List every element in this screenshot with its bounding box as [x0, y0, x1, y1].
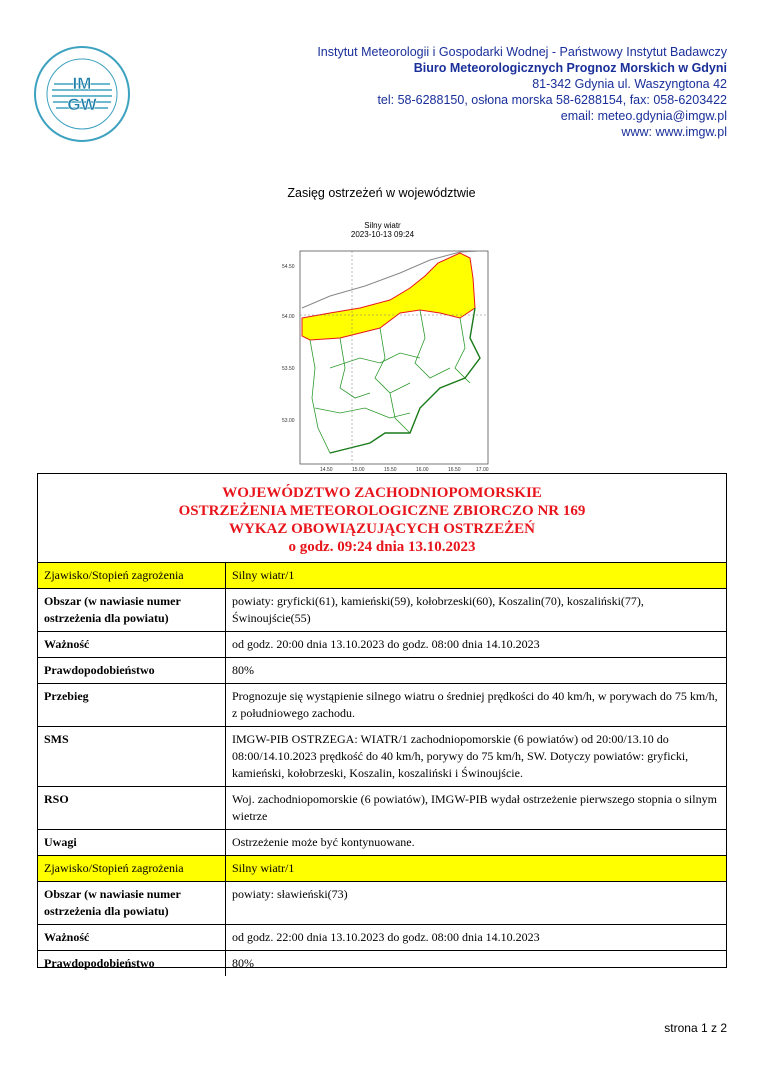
row-label: RSO	[38, 787, 226, 830]
row-label: Zjawisko/Stopień zagrożenia	[38, 856, 226, 882]
x-tick: 16.00	[416, 467, 429, 473]
row-label: Obszar (w nawiasie numer ostrzeżenia dla powiatu)	[38, 882, 226, 925]
row-label: Prawdopodobieństwo	[38, 658, 226, 684]
table-row	[38, 856, 726, 882]
row-label: Ważność	[38, 632, 226, 658]
y-tick: 54.00	[282, 314, 295, 320]
row-value: 80%	[226, 951, 727, 977]
row-value: Silny wiatr/1	[226, 856, 727, 882]
warning-map	[270, 218, 495, 473]
issue-time: o godz. 09:24 dnia 13.10.2023	[288, 539, 476, 555]
active-warnings-title: WYKAZ OBOWIĄZUJĄCYCH OSTRZEŻEŃ	[229, 521, 535, 537]
x-tick: 14.50	[320, 467, 333, 473]
table-row	[38, 830, 726, 856]
table-row	[38, 632, 726, 658]
map-phenomenon-label: Silny wiatr	[364, 221, 401, 230]
row-value: Woj. zachodniopomorskie (6 powiatów), IMGW-PIB wydał ostrzeżenie pierwszego stopnia o silnym wietrze	[226, 787, 727, 830]
header-website[interactable]: www: www.imgw.pl	[621, 125, 727, 139]
x-tick: 17.00	[476, 467, 489, 473]
row-value: od godz. 22:00 dnia 13.10.2023 do godz. 08:00 dnia 14.10.2023	[226, 925, 727, 951]
table-row	[38, 925, 726, 951]
map-date-label: 2023-10-13 09:24	[350, 230, 415, 239]
table-row	[38, 658, 726, 684]
warnings-number-title: OSTRZEŻENIA METEOROLOGICZNE ZBIORCZO NR 169	[178, 503, 586, 519]
warnings-document	[37, 473, 727, 968]
row-value: powiaty: gryficki(61), kamieński(59), kołobrzeski(60), Koszalin(70), koszaliński(77), Świnoujście(55)	[226, 589, 727, 632]
header-line-1: Instytut Meteorologii i Gospodarki Wodnej - Państwowy Instytut Badawczy	[317, 45, 727, 59]
table-row	[38, 589, 726, 632]
row-value: 80%	[226, 658, 727, 684]
row-value: Prognozuje się wystąpienie silnego wiatru o średniej prędkości do 40 km/h, w porywach do 75 km/h, z południowego zachodu.	[226, 684, 727, 727]
x-tick: 15.00	[352, 467, 365, 473]
header-phone: tel: 58-6288150, osłona morska 58-6288154, fax: 058-6203422	[377, 93, 727, 107]
row-value: IMGW-PIB OSTRZEGA: WIATR/1 zachodniopomorskie (6 powiatów) od 20:00/13.10 do 08:00/14.10.2023 prędkość do 40 km/h, porywy do 75 km/h, SW. Dotyczy powiatów: gryficki, kamieński, kołobrzeski, Koszalin, koszaliński i Świnoujście.	[226, 727, 727, 787]
table-row	[38, 951, 726, 977]
table-row	[38, 684, 726, 727]
row-label: Przebieg	[38, 684, 226, 727]
row-value: Ostrzeżenie może być kontynuowane.	[226, 830, 727, 856]
table-row	[38, 787, 726, 830]
x-tick: 16.50	[448, 467, 461, 473]
document-heading	[38, 474, 726, 562]
row-label: SMS	[38, 727, 226, 787]
row-value: powiaty: sławieński(73)	[226, 882, 727, 925]
table-row	[38, 882, 726, 925]
row-label: Zjawisko/Stopień zagrożenia	[38, 563, 226, 589]
row-label: Ważność	[38, 925, 226, 951]
warnings-table	[38, 562, 726, 976]
row-label: Obszar (w nawiasie numer ostrzeżenia dla powiatu)	[38, 589, 226, 632]
header-email[interactable]: email: meteo.gdynia@imgw.pl	[560, 109, 727, 123]
x-tick: 15.50	[384, 467, 397, 473]
y-tick: 54.50	[282, 264, 295, 270]
svg-text:IM: IM	[72, 74, 92, 93]
map-graphic	[270, 218, 495, 473]
y-tick: 53.00	[282, 418, 295, 424]
header-address: 81-342 Gdynia ul. Waszyngtona 42	[532, 77, 727, 91]
row-value: od godz. 20:00 dnia 13.10.2023 do godz. 08:00 dnia 14.10.2023	[226, 632, 727, 658]
table-row	[38, 727, 726, 787]
header-line-2: Biuro Meteorologicznych Prognoz Morskich w Gdyni	[413, 61, 727, 75]
institute-header	[317, 44, 727, 140]
svg-text:GW: GW	[67, 95, 97, 114]
table-row	[38, 563, 726, 589]
row-label: Uwagi	[38, 830, 226, 856]
voivodeship-title: WOJEWÓDZTWO ZACHODNIOPOMORSKIE	[222, 485, 542, 501]
imgw-logo	[32, 44, 132, 144]
row-label: Prawdopodobieństwo	[38, 951, 226, 977]
row-value: Silny wiatr/1	[226, 563, 727, 589]
y-tick: 53.50	[282, 366, 295, 372]
page-number: strona 1 z 2	[664, 1021, 727, 1035]
map-title: Zasięg ostrzeżeń w województwie	[287, 186, 476, 200]
